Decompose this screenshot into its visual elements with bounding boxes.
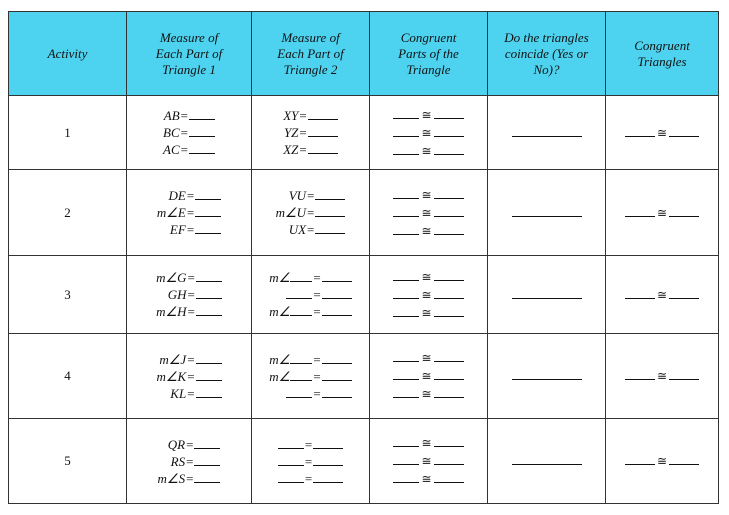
congruent-parts-cell <box>370 334 488 419</box>
triangle-1-measures <box>127 256 252 334</box>
activity-number-label: 2 <box>64 204 71 220</box>
measure-line <box>157 204 221 221</box>
equals-sign: = <box>313 287 321 302</box>
measure-blank[interactable] <box>322 396 352 398</box>
measure-blank[interactable] <box>308 152 338 154</box>
yes-no-blank[interactable] <box>512 378 582 380</box>
part-blank[interactable] <box>393 378 419 380</box>
equals-sign: = <box>186 436 194 452</box>
congruent-parts-cell <box>370 170 488 256</box>
part-name-label: m∠H <box>156 304 187 319</box>
part-name-label: GH <box>167 287 187 302</box>
part-blank[interactable] <box>393 315 419 317</box>
triangle-name-blank[interactable] <box>625 463 655 465</box>
measure-blank[interactable] <box>196 396 222 398</box>
congruent-symbol: ≅ <box>421 287 432 302</box>
measure-blank[interactable] <box>194 464 220 466</box>
congruent-triangles-cell <box>606 334 719 419</box>
part-name-blank[interactable] <box>278 447 304 449</box>
measure-blank[interactable] <box>189 152 215 154</box>
congruent-symbol: ≅ <box>421 187 432 202</box>
activity-number <box>9 334 127 419</box>
part-name-label: AC <box>163 142 180 157</box>
part-blank[interactable] <box>393 360 419 362</box>
congruent-pair <box>393 268 463 286</box>
measure-line <box>163 124 215 141</box>
equals-sign: = <box>313 304 321 319</box>
measure-blank[interactable] <box>315 198 345 200</box>
congruent-symbol: ≅ <box>421 369 432 383</box>
measure-blank[interactable] <box>315 232 345 234</box>
measure-blank[interactable] <box>196 362 222 364</box>
congruent-pair <box>393 142 463 160</box>
part-name-label: m∠ <box>269 368 291 384</box>
measure-line <box>269 269 351 286</box>
measure-line <box>278 436 343 453</box>
part-name-label: YZ <box>283 125 299 140</box>
equals-sign: = <box>180 125 188 140</box>
part-name-label: QR <box>167 436 186 452</box>
yes-no-blank[interactable] <box>512 463 582 465</box>
congruent-symbol: ≅ <box>421 454 432 468</box>
header-congruent-triangles: Congruent Triangles <box>606 12 719 96</box>
activity-number <box>9 419 127 504</box>
triangle-name-blank[interactable] <box>625 297 655 299</box>
congruent-symbol: ≅ <box>656 287 668 302</box>
coincide-answer-cell <box>488 96 606 170</box>
measure-line <box>269 303 351 320</box>
congruent-triangles-cell <box>606 170 719 256</box>
congruent-pair <box>393 434 463 452</box>
equals-sign: = <box>313 385 321 401</box>
equals-sign: = <box>186 453 194 469</box>
measure-blank[interactable] <box>322 379 352 381</box>
table-row <box>9 96 719 170</box>
measure-line <box>283 107 338 124</box>
part-name-blank[interactable] <box>278 481 304 483</box>
part-name-blank[interactable] <box>278 464 304 466</box>
part-blank[interactable] <box>393 445 419 447</box>
measure-blank[interactable] <box>189 135 215 137</box>
measure-blank[interactable] <box>322 362 352 364</box>
part-blank[interactable] <box>434 297 464 299</box>
part-name-label: XY <box>283 108 299 123</box>
congruent-symbol: ≅ <box>656 454 668 468</box>
part-blank[interactable] <box>393 117 419 119</box>
part-name-label: XZ <box>283 142 299 157</box>
part-name-blank[interactable] <box>286 297 312 299</box>
triangle-name-blank[interactable] <box>669 215 699 217</box>
part-name-label: m∠ <box>269 304 291 319</box>
equals-sign: = <box>180 142 188 157</box>
equals-sign: = <box>304 453 313 469</box>
measure-blank[interactable] <box>313 447 343 449</box>
header-activity: Activity <box>9 12 127 96</box>
congruent-triangles-cell <box>606 419 719 504</box>
measure-blank[interactable] <box>196 280 222 282</box>
congruent-parts-cell <box>370 96 488 170</box>
yes-no-blank[interactable] <box>512 135 582 137</box>
part-blank[interactable] <box>434 117 464 119</box>
triangle-2-measures <box>252 419 370 504</box>
part-name-label: m∠E <box>156 205 186 220</box>
congruent-symbol: ≅ <box>421 205 432 220</box>
measure-blank[interactable] <box>194 481 220 483</box>
congruent-parts-cell <box>370 256 488 334</box>
congruent-symbol: ≅ <box>421 269 432 284</box>
equals-sign: = <box>180 108 188 123</box>
header-measure-triangle-2: Measure of Each Part of Triangle 2 <box>252 12 370 96</box>
congruent-pair <box>393 367 463 385</box>
part-blank[interactable] <box>393 396 419 398</box>
equals-sign: = <box>307 188 315 203</box>
part-name-label: m∠ <box>269 351 291 367</box>
congruent-parts-cell <box>370 419 488 504</box>
equals-sign: = <box>187 304 195 319</box>
part-blank[interactable] <box>434 197 464 199</box>
measure-line <box>156 303 222 320</box>
equals-sign: = <box>187 368 195 384</box>
measure-line <box>278 453 343 470</box>
measure-blank[interactable] <box>196 314 222 316</box>
equals-sign: = <box>299 142 307 157</box>
part-blank[interactable] <box>434 360 464 362</box>
congruent-triangles-cell <box>606 256 719 334</box>
equals-sign: = <box>313 368 321 384</box>
part-blank[interactable] <box>393 135 419 137</box>
congruent-symbol: ≅ <box>421 351 432 365</box>
measure-line <box>276 204 346 221</box>
measure-blank[interactable] <box>195 198 221 200</box>
congruent-pair <box>393 385 463 403</box>
congruent-pair <box>393 222 463 240</box>
part-name-label: BC <box>163 125 180 140</box>
coincide-answer-cell <box>488 419 606 504</box>
equals-sign: = <box>307 222 315 237</box>
activity-number-label: 4 <box>64 368 71 383</box>
measure-blank[interactable] <box>322 314 352 316</box>
table-row <box>9 170 719 256</box>
part-blank[interactable] <box>393 279 419 281</box>
yes-no-blank[interactable] <box>512 297 582 299</box>
measure-line <box>156 269 222 286</box>
equals-sign: = <box>186 470 194 486</box>
part-blank[interactable] <box>393 297 419 299</box>
part-name-label: KL <box>170 385 187 401</box>
congruent-pair <box>393 186 463 204</box>
triangle-name-blank[interactable] <box>625 378 655 380</box>
measure-line <box>157 221 221 238</box>
equals-sign: = <box>304 436 313 452</box>
measure-line <box>269 385 351 402</box>
measure-line <box>278 470 343 487</box>
part-blank[interactable] <box>434 463 464 465</box>
triangle-name-blank[interactable] <box>625 215 655 217</box>
measure-blank[interactable] <box>196 379 222 381</box>
part-name-blank[interactable] <box>286 396 312 398</box>
measure-blank[interactable] <box>322 297 352 299</box>
part-name-label: VU <box>288 188 307 203</box>
triangle-name-blank[interactable] <box>669 463 699 465</box>
congruent-pair <box>393 304 463 322</box>
measure-blank[interactable] <box>313 464 343 466</box>
coincide-answer-cell <box>488 256 606 334</box>
part-blank[interactable] <box>434 445 464 447</box>
equals-sign: = <box>187 287 195 302</box>
equals-sign: = <box>299 108 307 123</box>
equals-sign: = <box>187 385 195 401</box>
congruent-symbol: ≅ <box>656 369 668 383</box>
triangle-name-blank[interactable] <box>625 135 655 137</box>
part-name-label: m∠K <box>156 368 187 384</box>
triangle-name-blank[interactable] <box>669 135 699 137</box>
part-name-label: EF <box>169 222 186 237</box>
part-blank[interactable] <box>393 481 419 483</box>
measure-line <box>158 436 221 453</box>
part-blank[interactable] <box>434 396 464 398</box>
part-blank[interactable] <box>393 153 419 155</box>
measure-line <box>158 470 221 487</box>
part-blank[interactable] <box>434 481 464 483</box>
triangle-2-measures <box>252 170 370 256</box>
measure-line <box>156 351 221 368</box>
part-name-label: AB <box>163 108 180 123</box>
triangle-1-measures <box>127 419 252 504</box>
table-row <box>9 334 719 419</box>
equals-sign: = <box>299 125 307 140</box>
header-triangles-coincide: Do the triangles coincide (Yes or No)? <box>488 12 606 96</box>
part-name-label: RS <box>170 453 186 469</box>
activity-number <box>9 96 127 170</box>
equals-sign: = <box>307 205 315 220</box>
equals-sign: = <box>186 205 195 220</box>
triangle-2-measures <box>252 256 370 334</box>
activity-number-label: 3 <box>64 286 71 302</box>
activity-number-label: 5 <box>64 453 71 468</box>
measure-blank[interactable] <box>315 215 345 217</box>
angle-name-blank[interactable] <box>290 379 312 381</box>
measure-line <box>269 286 351 303</box>
part-blank[interactable] <box>434 215 464 217</box>
congruent-pair <box>393 124 463 142</box>
congruent-triangles-cell <box>606 96 719 170</box>
triangle-1-measures <box>127 334 252 419</box>
activity-number-label: 1 <box>64 124 71 140</box>
equals-sign: = <box>313 351 321 367</box>
measure-blank[interactable] <box>313 481 343 483</box>
part-blank[interactable] <box>393 215 419 217</box>
congruent-pair <box>393 204 463 222</box>
congruent-symbol: ≅ <box>656 205 668 220</box>
congruence-worksheet-table <box>8 11 719 504</box>
header-measure-triangle-1: Measure of Each Part of Triangle 1 <box>127 12 252 96</box>
activity-number <box>9 170 127 256</box>
measure-line <box>276 221 346 238</box>
part-name-label: m∠U <box>275 205 307 220</box>
equals-sign: = <box>186 188 195 203</box>
congruent-symbol: ≅ <box>421 107 432 122</box>
measure-blank[interactable] <box>308 135 338 137</box>
part-name-label: m∠J <box>159 351 187 367</box>
measure-blank[interactable] <box>196 297 222 299</box>
congruent-pair <box>393 470 463 488</box>
equals-sign: = <box>186 222 195 237</box>
measure-line <box>283 141 338 158</box>
measure-line <box>283 124 338 141</box>
table-row <box>9 256 719 334</box>
congruent-pair <box>393 349 463 367</box>
measure-blank[interactable] <box>308 118 338 120</box>
measure-blank[interactable] <box>195 232 221 234</box>
triangle-name-blank[interactable] <box>669 378 699 380</box>
part-blank[interactable] <box>434 378 464 380</box>
measure-line <box>163 141 215 158</box>
congruent-symbol: ≅ <box>421 436 432 450</box>
angle-name-blank[interactable] <box>290 280 312 282</box>
part-name-label: m∠S <box>157 470 186 486</box>
activity-number <box>9 256 127 334</box>
triangle-1-measures <box>127 170 252 256</box>
measure-line <box>276 187 346 204</box>
measure-line <box>156 286 222 303</box>
part-blank[interactable] <box>434 233 464 235</box>
congruent-symbol: ≅ <box>421 223 432 238</box>
congruent-symbol: ≅ <box>656 125 668 140</box>
congruent-symbol: ≅ <box>421 143 432 158</box>
congruent-pair <box>393 452 463 470</box>
header-row <box>9 12 719 96</box>
part-blank[interactable] <box>434 135 464 137</box>
equals-sign: = <box>187 351 195 367</box>
triangle-name-blank[interactable] <box>669 297 699 299</box>
congruent-symbol: ≅ <box>421 305 432 320</box>
congruent-symbol: ≅ <box>421 125 432 140</box>
triangle-2-measures <box>252 334 370 419</box>
part-blank[interactable] <box>393 197 419 199</box>
coincide-answer-cell <box>488 170 606 256</box>
measure-blank[interactable] <box>194 447 220 449</box>
measure-blank[interactable] <box>195 215 221 217</box>
angle-name-blank[interactable] <box>290 362 312 364</box>
coincide-answer-cell <box>488 334 606 419</box>
measure-blank[interactable] <box>322 280 352 282</box>
measure-line <box>156 385 221 402</box>
equals-sign: = <box>313 270 321 285</box>
measure-line <box>158 453 221 470</box>
part-blank[interactable] <box>434 315 464 317</box>
measure-line <box>269 351 351 368</box>
triangle-2-measures <box>252 96 370 170</box>
congruent-pair <box>393 286 463 304</box>
measure-line <box>269 368 351 385</box>
yes-no-blank[interactable] <box>512 215 582 217</box>
part-name-label: DE <box>168 188 186 203</box>
part-name-label: m∠G <box>156 270 187 285</box>
measure-line <box>157 187 221 204</box>
part-name-label: m∠ <box>269 270 291 285</box>
angle-name-blank[interactable] <box>290 314 312 316</box>
measure-blank[interactable] <box>189 118 215 120</box>
triangle-1-measures <box>127 96 252 170</box>
measure-line <box>163 107 215 124</box>
congruent-symbol: ≅ <box>421 387 432 401</box>
part-blank[interactable] <box>393 463 419 465</box>
part-blank[interactable] <box>393 233 419 235</box>
congruent-symbol: ≅ <box>421 472 432 486</box>
header-congruent-parts: Congruent Parts of the Triangle <box>370 12 488 96</box>
part-name-label: UX <box>288 222 307 237</box>
part-blank[interactable] <box>434 279 464 281</box>
table-row <box>9 419 719 504</box>
equals-sign: = <box>187 270 195 285</box>
measure-line <box>156 368 221 385</box>
equals-sign: = <box>304 470 313 486</box>
congruent-pair <box>393 106 463 124</box>
part-blank[interactable] <box>434 153 464 155</box>
